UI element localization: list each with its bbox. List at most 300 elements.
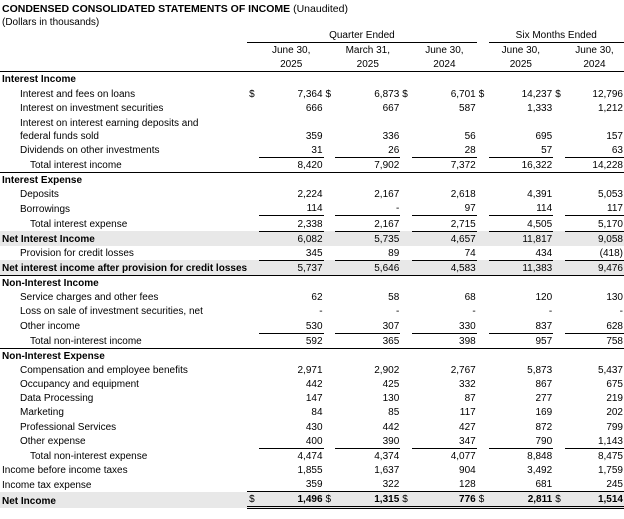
row-label: Net Interest Income [0, 231, 247, 246]
currency-symbol: $ [402, 88, 408, 100]
value-cell: - [335, 201, 400, 216]
value-cell: 1,759 [597, 464, 623, 476]
blank-cell [400, 246, 412, 261]
value-cell: 58 [388, 292, 400, 304]
row-label: Net Income [0, 492, 247, 508]
blank-cell [247, 57, 259, 72]
row-label: Deposits [20, 189, 59, 201]
row-label: Professional Services [20, 421, 117, 433]
blank-cell [477, 318, 489, 333]
value-cell: 666 [305, 102, 323, 114]
value-cell: 114 [259, 201, 324, 216]
value-cell: 530 [259, 318, 324, 333]
blank-cell [477, 419, 489, 433]
value-cell: 390 [335, 434, 400, 449]
blank-cell [247, 187, 259, 201]
value-cell: 245 [565, 477, 624, 492]
value-cell: 957 [535, 335, 553, 347]
value-cell: 128 [412, 477, 477, 492]
value-cell: 89 [335, 246, 400, 261]
row-label: Total non-interest expense [30, 450, 148, 462]
row-label: Marketing [20, 407, 64, 419]
value-cell: 2,167 [335, 216, 400, 231]
value-cell: 97 [412, 201, 477, 216]
blank-cell [247, 115, 259, 143]
blank-cell [400, 101, 412, 115]
blank-cell [247, 101, 259, 115]
value-cell: 147 [305, 393, 323, 405]
column-header: June 30, [575, 45, 614, 57]
value-cell: (418) [565, 246, 624, 261]
value-cell: 56 [464, 130, 476, 142]
blank-cell [553, 304, 565, 318]
row-label: Loss on sale of investment securities, net [20, 306, 203, 318]
value-cell: 398 [459, 335, 476, 347]
value-cell: 5,873 [527, 364, 553, 376]
line-item-row [0, 216, 624, 231]
value-cell: 5,737 [259, 260, 324, 275]
line-item-row [0, 492, 624, 508]
blank-cell [324, 477, 336, 492]
blank-cell [247, 304, 259, 318]
blank-cell [553, 187, 565, 201]
blank-cell [553, 377, 565, 391]
line-item-row [0, 187, 624, 201]
blank-cell [324, 143, 336, 158]
value-cell: 114 [489, 201, 554, 216]
value-cell: 5,735 [335, 231, 400, 246]
value-cell: 6,082 [259, 231, 324, 246]
blank-cell [477, 143, 489, 158]
section-header-row [0, 72, 624, 87]
currency-symbol: $ [477, 492, 489, 508]
blank-cell [0, 43, 247, 58]
income-statement-table [0, 29, 624, 509]
value-cell: 2,971 [297, 364, 323, 376]
blank-cell [553, 348, 565, 363]
value-cell: 2,167 [374, 189, 400, 201]
blank-cell [553, 275, 565, 290]
blank-cell [324, 434, 336, 449]
blank-cell [553, 448, 565, 463]
value-cell: 9,058 [565, 231, 624, 246]
blank-cell [553, 216, 565, 231]
value-cell: 330 [412, 318, 477, 333]
row-label: Net interest income after provision for credit losses [0, 260, 247, 275]
value-cell: 2,224 [297, 189, 323, 201]
column-header: June 30, [272, 45, 311, 57]
column-header: 2025 [259, 57, 324, 72]
value-cell: 430 [305, 421, 323, 433]
blank-cell [553, 419, 565, 433]
group-label-six-months: Six Months Ended [489, 29, 624, 43]
row-label: Dividends on other investments [20, 145, 160, 157]
blank-cell [324, 57, 336, 72]
value-cell: - [619, 306, 623, 318]
value-cell: 7,372 [450, 159, 476, 171]
line-item-row [0, 231, 624, 246]
value-cell: 14,237 [521, 88, 553, 100]
value-cell: 434 [489, 246, 554, 261]
blank-cell [477, 43, 489, 58]
blank-cell [400, 72, 412, 87]
blank-cell [553, 72, 565, 87]
blank-cell [565, 72, 624, 87]
value-cell: 675 [606, 379, 623, 391]
blank-cell [553, 318, 565, 333]
line-item-row [0, 260, 624, 275]
blank-cell [489, 348, 554, 363]
value-cell: 6,873 [374, 88, 400, 100]
blank-cell [565, 172, 624, 187]
value-cell: 2,715 [412, 216, 477, 231]
blank-cell [324, 363, 336, 377]
blank-cell [324, 391, 336, 405]
blank-cell [489, 172, 554, 187]
value-cell: 26 [335, 143, 400, 158]
blank-cell [553, 157, 565, 172]
row-label: Total non-interest income [30, 335, 142, 347]
row-label: Interest Expense [0, 172, 247, 187]
value-cell: 74 [412, 246, 477, 261]
value-cell: 202 [606, 407, 623, 419]
value-cell: 587 [459, 102, 476, 114]
value-cell: 87 [464, 393, 476, 405]
blank-cell [400, 333, 412, 348]
value-cell: 157 [606, 130, 623, 142]
statement-title: CONDENSED CONSOLIDATED STATEMENTS OF INCOME (Unaudited) [2, 3, 348, 15]
value-cell: 5,437 [597, 364, 623, 376]
blank-cell [477, 187, 489, 201]
line-item-row [0, 246, 624, 261]
value-cell: 14,228 [592, 159, 623, 171]
line-item-row [0, 434, 624, 449]
blank-cell [400, 290, 412, 304]
value-cell: 8,848 [527, 450, 553, 462]
blank-cell [553, 363, 565, 377]
blank-cell [400, 448, 412, 463]
value-cell: 345 [259, 246, 324, 261]
blank-cell [247, 172, 259, 187]
blank-cell [259, 275, 324, 290]
blank-cell [324, 115, 336, 143]
blank-cell [553, 463, 565, 477]
column-header-row [0, 43, 624, 58]
blank-cell [247, 231, 259, 246]
value-cell: 11,817 [489, 231, 554, 246]
blank-cell [412, 172, 477, 187]
blank-cell [565, 348, 624, 363]
blank-cell [553, 172, 565, 187]
blank-cell [400, 187, 412, 201]
row-label [0, 115, 247, 143]
value-cell: 7,364 [297, 88, 323, 100]
value-cell: 31 [259, 143, 324, 158]
blank-cell [412, 72, 477, 87]
row-label: Income before income taxes [2, 464, 128, 476]
row-label: Occupancy and equipment [20, 379, 139, 391]
value-cell: 169 [535, 407, 553, 419]
value-cell: 7,902 [374, 159, 400, 171]
row-label: Interest and fees on loans [20, 88, 136, 100]
blank-cell [400, 405, 412, 419]
statement-subtitle: (Dollars in thousands) [2, 17, 100, 28]
blank-cell [335, 172, 400, 187]
blank-cell [324, 72, 336, 87]
column-header: March 31, [345, 45, 391, 57]
section-header-row [0, 172, 624, 187]
value-cell: 2,811 [489, 492, 554, 508]
blank-cell [400, 157, 412, 172]
value-cell: 790 [489, 434, 554, 449]
blank-cell [324, 405, 336, 419]
blank-cell [553, 290, 565, 304]
blank-cell [335, 72, 400, 87]
value-cell: 359 [305, 130, 323, 142]
value-cell: 867 [535, 379, 553, 391]
line-item-row [0, 419, 624, 433]
value-cell: 130 [606, 292, 623, 304]
currency-symbol: $ [553, 492, 565, 508]
blank-cell [400, 201, 412, 216]
blank-cell [477, 260, 489, 275]
line-item-row [0, 157, 624, 172]
blank-cell [477, 246, 489, 261]
value-cell: 2,902 [374, 364, 400, 376]
value-cell: 12,796 [592, 88, 623, 100]
blank-cell [324, 448, 336, 463]
value-cell: 442 [382, 421, 400, 433]
value-cell: 11,383 [489, 260, 554, 275]
blank-cell [247, 405, 259, 419]
blank-cell [247, 216, 259, 231]
blank-cell [553, 333, 565, 348]
value-cell: 592 [305, 335, 323, 347]
value-cell: 4,657 [412, 231, 477, 246]
currency-symbol: $ [324, 492, 336, 508]
blank-cell [400, 57, 412, 72]
blank-cell [247, 72, 259, 87]
blank-cell [247, 246, 259, 261]
blank-cell [324, 201, 336, 216]
value-cell: 1,143 [565, 434, 624, 449]
value-cell: 4,583 [412, 260, 477, 275]
blank-cell [489, 72, 554, 87]
line-item-row [0, 304, 624, 318]
value-cell: 57 [489, 143, 554, 158]
value-cell: 307 [335, 318, 400, 333]
currency-symbol: $ [400, 492, 412, 508]
row-label: Service charges and other fees [20, 292, 159, 304]
blank-cell [324, 377, 336, 391]
blank-cell [477, 477, 489, 492]
line-item-row [0, 477, 624, 492]
section-header-row [0, 275, 624, 290]
column-header: 2024 [412, 57, 477, 72]
blank-cell [400, 419, 412, 433]
row-label: Total interest income [30, 159, 122, 171]
blank-cell [247, 157, 259, 172]
blank-cell [324, 43, 336, 58]
blank-cell [324, 333, 336, 348]
column-header-row [0, 57, 624, 72]
row-label: Borrowings [20, 203, 71, 215]
blank-cell [400, 260, 412, 275]
value-cell: 63 [565, 143, 624, 158]
value-cell: 667 [382, 102, 400, 114]
value-cell: 336 [382, 130, 400, 142]
blank-cell [477, 405, 489, 419]
currency-symbol: $ [249, 88, 255, 100]
blank-cell [324, 290, 336, 304]
value-cell: 4,391 [527, 189, 553, 201]
value-cell: 695 [535, 130, 553, 142]
value-cell: 347 [412, 434, 477, 449]
blank-cell [477, 377, 489, 391]
blank-cell [477, 304, 489, 318]
blank-cell [324, 275, 336, 290]
blank-cell [247, 363, 259, 377]
row-label: Other income [20, 321, 81, 333]
blank-cell [0, 57, 247, 72]
blank-cell [400, 348, 412, 363]
blank-cell [400, 377, 412, 391]
value-cell: 1,514 [565, 492, 624, 508]
blank-cell [324, 318, 336, 333]
blank-cell [553, 434, 565, 449]
row-label: Income tax expense [2, 479, 92, 491]
value-cell: 8,420 [297, 159, 323, 171]
currency-symbol: $ [247, 492, 259, 508]
group-label-quarter: Quarter Ended [247, 29, 477, 43]
blank-cell [324, 157, 336, 172]
blank-cell [477, 29, 489, 43]
value-cell: 5,170 [565, 216, 624, 231]
blank-cell [553, 246, 565, 261]
blank-cell [489, 275, 554, 290]
value-cell: 8,475 [597, 450, 623, 462]
blank-cell [324, 348, 336, 363]
blank-cell [247, 391, 259, 405]
line-item-row [0, 391, 624, 405]
blank-cell [477, 101, 489, 115]
value-cell: 1,855 [297, 464, 323, 476]
value-cell: 332 [459, 379, 476, 391]
blank-cell [553, 143, 565, 158]
blank-cell [553, 101, 565, 115]
blank-cell [553, 231, 565, 246]
line-item-row [0, 377, 624, 391]
value-cell: 4,505 [489, 216, 554, 231]
line-item-row [0, 101, 624, 115]
value-cell: 84 [311, 407, 323, 419]
blank-cell [247, 348, 259, 363]
line-item-row [0, 201, 624, 216]
row-label-line: Interest on interest earning deposits and [20, 117, 199, 129]
value-cell: - [548, 306, 553, 318]
blank-cell [400, 275, 412, 290]
blank-cell [477, 275, 489, 290]
row-label: Total interest expense [30, 219, 128, 231]
value-cell: 322 [335, 477, 400, 492]
blank-cell [553, 201, 565, 216]
column-header: June 30, [501, 45, 541, 57]
blank-cell [412, 348, 477, 363]
row-label: Interest on investment securities [20, 102, 164, 114]
value-cell: 62 [311, 292, 323, 304]
value-cell: 9,476 [565, 260, 624, 275]
value-cell: 1,212 [597, 102, 623, 114]
value-cell: 85 [388, 407, 400, 419]
value-cell: 28 [412, 143, 477, 158]
value-cell: 4,474 [297, 450, 323, 462]
blank-cell [477, 391, 489, 405]
blank-cell [259, 172, 324, 187]
blank-cell [247, 448, 259, 463]
column-header: June 30, [425, 45, 464, 57]
blank-cell [477, 434, 489, 449]
value-cell: 3,492 [527, 464, 553, 476]
value-cell: 904 [459, 464, 476, 476]
blank-cell [553, 43, 565, 58]
blank-cell [324, 101, 336, 115]
blank-cell [247, 377, 259, 391]
blank-cell [412, 275, 477, 290]
blank-cell [477, 115, 489, 143]
blank-cell [247, 318, 259, 333]
line-item-row [0, 448, 624, 463]
blank-cell [400, 391, 412, 405]
value-cell: 359 [259, 477, 324, 492]
blank-cell [247, 260, 259, 275]
blank-cell [477, 231, 489, 246]
value-cell: 277 [535, 393, 553, 405]
row-label: Compensation and employee benefits [20, 364, 188, 376]
blank-cell [477, 333, 489, 348]
blank-cell [477, 157, 489, 172]
blank-cell [553, 405, 565, 419]
value-cell: 5,646 [335, 260, 400, 275]
blank-cell [400, 463, 412, 477]
value-cell: 117 [565, 201, 624, 216]
line-item-row [0, 318, 624, 333]
blank-cell [259, 348, 324, 363]
blank-cell [247, 434, 259, 449]
blank-cell [553, 260, 565, 275]
blank-cell [247, 333, 259, 348]
blank-cell [553, 477, 565, 492]
value-cell: 1,496 [259, 492, 324, 508]
row-label: Data Processing [20, 393, 94, 405]
blank-cell [324, 172, 336, 187]
value-cell: - [395, 306, 400, 318]
blank-cell [477, 463, 489, 477]
blank-cell [324, 231, 336, 246]
blank-cell [477, 57, 489, 72]
blank-cell [477, 216, 489, 231]
blank-cell [477, 363, 489, 377]
currency-symbol: $ [325, 88, 332, 100]
value-cell: 1,637 [374, 464, 400, 476]
blank-cell [400, 304, 412, 318]
blank-cell [400, 231, 412, 246]
blank-cell [247, 143, 259, 158]
value-cell: 776 [412, 492, 477, 508]
blank-cell [477, 172, 489, 187]
blank-cell [247, 201, 259, 216]
value-cell: 2,767 [450, 364, 476, 376]
value-cell: 837 [489, 318, 554, 333]
